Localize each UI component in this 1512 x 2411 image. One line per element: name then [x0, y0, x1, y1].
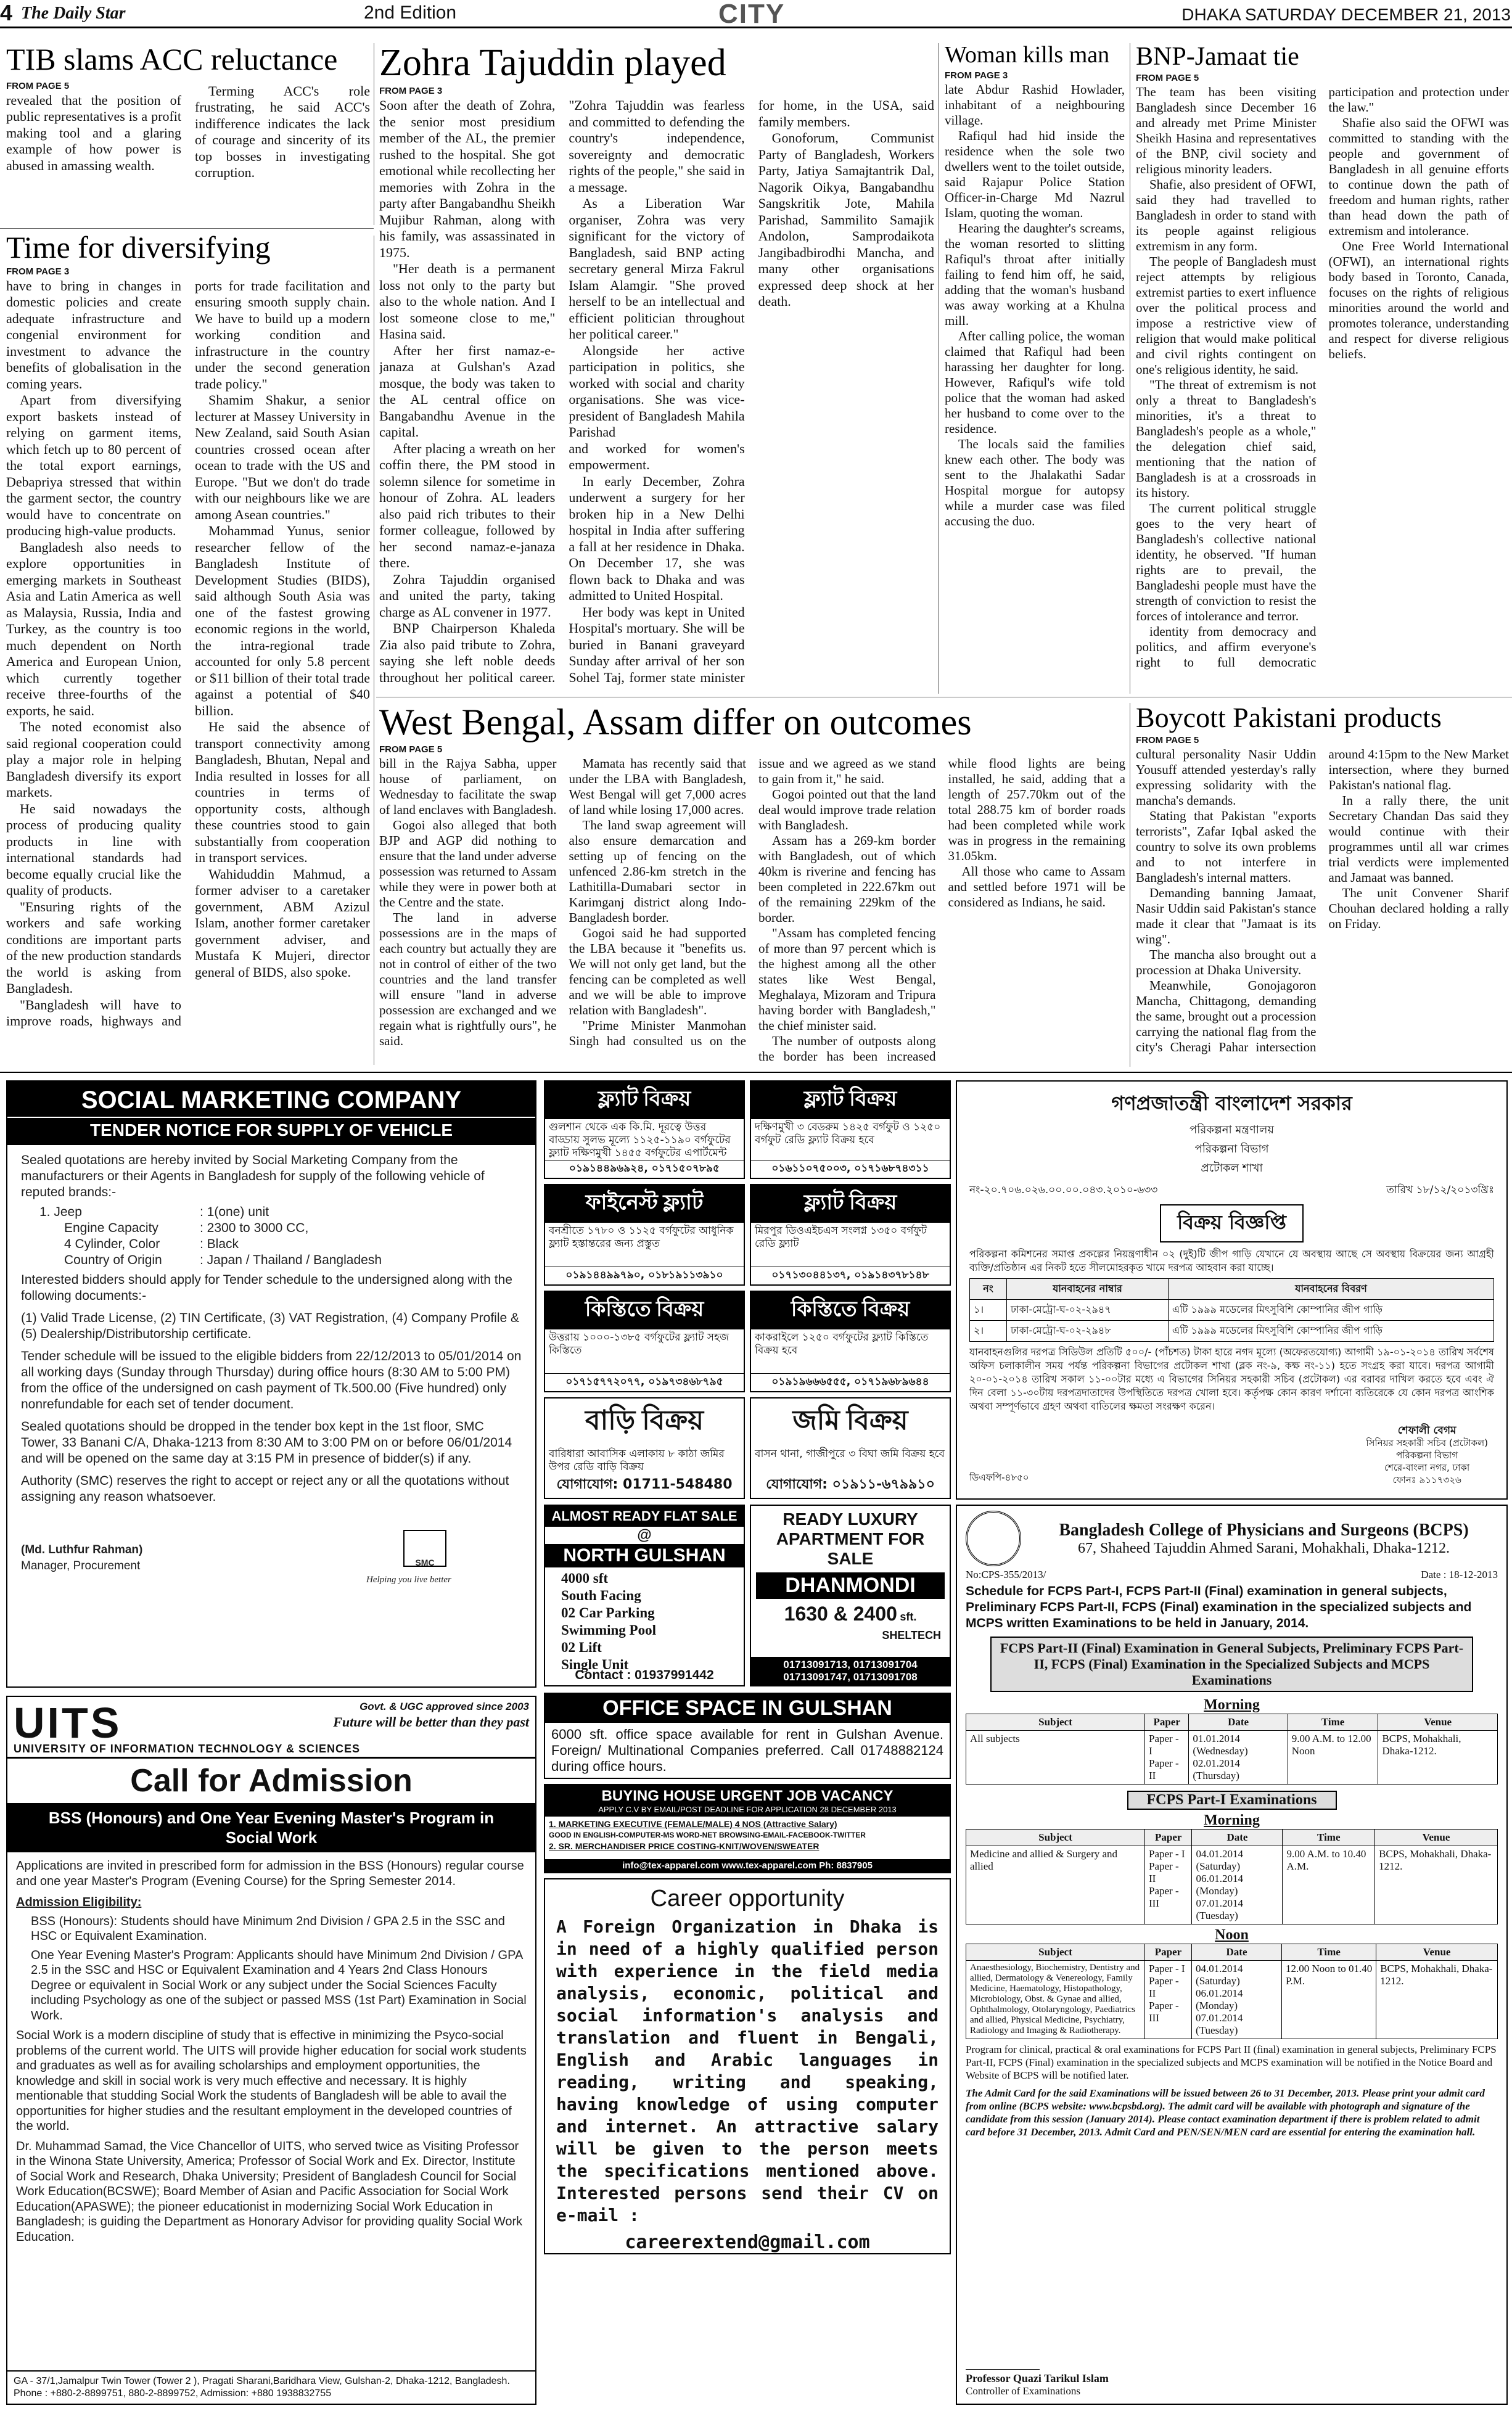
smc-logo: SMC — [403, 1530, 446, 1567]
location: NORTH GULSHAN — [545, 1544, 744, 1567]
classified-ad — [544, 1080, 745, 1179]
paragraph: "The threat of extremism is not only a threat to Bangladesh's minorities, it's a threat to Bangladesh's people as a whole," the delegation chief said, mentioning that the nation of Bangladesh is at a crossroads in its history. — [1136, 377, 1317, 501]
table-cell: ১। — [970, 1300, 1007, 1321]
ad-text: গুলশান থেকে এক কি.মি. দূরত্বে উত্তর বাড্ডায় সুলভ মূল্যে ১১২৫-১১৯০ বর্গফুটের ফ্ল্যাট দক্ষিণমুখী ১৪৫৫ বর্গফুটের এপার্টমেন্ট — [549, 1121, 731, 1159]
table-header: Venue — [1378, 1714, 1498, 1731]
table-row — [966, 1961, 1498, 2039]
paper: Paper - I — [1149, 1963, 1185, 1974]
paper: Paper - III — [1149, 2000, 1179, 2024]
paragraph: Soon after the death of Zohra, the senior most presidium member of the AL, the premier rushed to the hospital. She got emotional while recollecting her memories with Zohra in the party after Bangabandhu Sheikh Mujibur Rahman, along with his family, was assassinated in 1975. — [379, 97, 556, 260]
dfp-number: ডিএফপি-৪৮৫০ — [969, 1472, 1029, 1483]
paragraph: In early December, Zohra underwent a surgery for her broken hip in a New Delhi hospital in India after suffering a fall at her residence in Dhaka. On December 17, she was flown back to Dhaka and was admitted to United Hospital. — [569, 473, 745, 604]
ad-title: কিস্তিতে বিক্রয় — [751, 1292, 950, 1329]
paragraph: After placing a wreath on her coffin there, the PM stood in solemn silence for sometime in honour of Zohra. AL leaders also paid rich tributes to their former colleague, followed by her second namaz-e-janaza there. — [379, 440, 556, 571]
table-cell: 12.00 Noon to 01.40 P.M. — [1281, 1961, 1376, 2039]
approval-text: Govt. & UGC approved since 2003 — [360, 1701, 529, 1712]
table-cell — [1189, 1731, 1288, 1785]
slogan: Future will be better than they past — [333, 1714, 529, 1730]
paragraph: Tender schedule will be issued to the eligible bidders from 22/12/2013 to 05/01/2014 on all working days (Sunday through Thursday) during office hours (8:30 AM to 5:00 PM) from the office of the undersigned on cash payment of Tk.500.00 (Five hundred) only nonrefundable for each set of tender document. — [21, 1349, 522, 1411]
ad-phone: ০১৯১৪৪৯৬৯২৪, ০১৭১৫০৭৮৯৫ — [545, 1160, 744, 1178]
table-cell: Medicine and allied & Surgery and allied — [966, 1846, 1145, 1924]
date: 02.01.2014 (Thursday) — [1193, 1757, 1240, 1781]
ad-phone: ০১৭১৫৭৭২০৭৭, ০১৯৭৩৪৬৮৭৯৫ — [545, 1373, 744, 1391]
notice-intro: পরিকল্পনা কমিশনের সমাপ্ত প্রকল্পের নিয়ন্ত্রণাধীন ০২ (দুই)টি জীপ গাড়ি যেখানে যে অবস্থায় আছে সে অবস্থায় বিক্রয়ের জন্য আগ্রহী ব্যক্তি/প্রতিষ্ঠান এর নিকট হতে সীলমোহরকৃত খামে দরপত্র আহবান করা যাচ্ছে। — [969, 1248, 1494, 1273]
paragraph: (1) Valid Trade License, (2) TIN Certificate, (3) VAT Registration, (4) Company Profile & (5) Dealership/Distributorship certificate. — [21, 1311, 520, 1341]
table-header: যানবাহনের নাম্বার — [1007, 1279, 1169, 1300]
paragraph: He said the absence of transport connectivity among Bangladesh, Bhutan, Nepal and India resulted in losses for all countries in terms of opportunity costs, although these countries stood to gain substantially from cooperation in transport services. — [195, 719, 370, 865]
paragraph: "Ensuring rights of the workers and safe working conditions are important parts of the new production standards the world is asking from Bangladesh. — [6, 898, 181, 996]
table-cell: 9.00 A.M. to 10.40 A.M. — [1283, 1846, 1375, 1924]
gov-title: গণপ্রজাতন্ত্রী বাংলাদেশ সরকার — [1111, 1091, 1352, 1115]
masthead — [0, 0, 1512, 28]
note: Program for clinical, practical & oral examinations for FCPS Part II (final) examination in general subjects, Preliminary FCPS Part-II, FCPS (Final) examination in the specialized subjects and MCPS examination will be notified in the Notice Board and Website of BCPS will be notified later. — [966, 2043, 1497, 2081]
contact: Contact : 01937991442 — [575, 1668, 714, 1682]
ad-text: 6000 sft. office space available for rent in Gulshan Avenue. Foreign/ Multinational Companies preferred. Call 01748882124 during office hours. — [551, 1727, 943, 1774]
date: 01.01.2014 (Wednesday) — [1193, 1733, 1248, 1757]
table-cell — [1192, 1846, 1283, 1924]
paragraph: After calling police, the woman claimed that Rafiqul had been harassing her daughter for long. However, Rafiqul's wife told police that the woman had asked her husband to come over to the residence. — [945, 328, 1125, 436]
bcps-name: Bangladesh College of Physicians and Surgeons (BCPS) — [1059, 1520, 1469, 1540]
notice-title: বিক্রয় বিজ্ঞপ্তি — [1160, 1204, 1304, 1242]
ad-title: SOCIAL MARKETING COMPANY — [81, 1086, 462, 1114]
table-cell: All subjects — [966, 1731, 1145, 1785]
paragraph: The locals said the families knew each other. The body was sent to the Jhalakathi Sadar Hospital morgue for autopsy while a murder case was filed accusing the duo. — [945, 436, 1125, 528]
section-title: CITY — [718, 0, 786, 28]
paragraph: In a rally there, the unit Secretary Chandan Das said they would continue with their programmes until all war crimes trial verdicts were implemented and Jamaat was banned. — [1328, 793, 1509, 885]
ad-uits — [6, 1696, 536, 2405]
reference-number: নং-২০.৭০৬.০২৬.০০.০০.০৪৩.২০১০-৬৩৩ — [969, 1184, 1158, 1196]
ad-title: Career opportunity — [650, 1886, 845, 1912]
job-line: GOOD IN ENGLISH-COMPUTER-MS WORD-NET BROWSING-EMAIL-FACEBOOK-TWITTER — [549, 1831, 866, 1839]
paragraph: Gonoforum, Communist Party of Bangladesh, Workers Party, Jatiya Samajtantrik Dal, Nagorik Oikya, Bangabandhu Sangskritik Jote, Mahila Parishad, Sammilito Samajik Andolon, Samprodaikota Jangibadbirodhi Mancha, and many other organisations expressed deep shock at her death. — [758, 130, 934, 310]
ad-title: ফাইনেস্ট ফ্ল্যাট — [545, 1185, 744, 1223]
vehicle-spec-table — [39, 1204, 382, 1268]
table-header: Subject — [966, 1830, 1145, 1846]
paragraph: identity from democracy and politics, and affirm everyone's right to full democratic participation and protection under the law." — [1136, 84, 1509, 670]
paper: Paper - I — [1149, 1848, 1185, 1860]
exam-banner: FCPS Part-II (Final) Examination in General Subjects, Preliminary FCPS Part-II, FCPS (Final) Examination in the Specialized Subjects and MCPS Examinations — [990, 1637, 1473, 1692]
paragraph: Zohra Tajuddin organised and united the party, taking charge as AL convener in 1977. — [379, 571, 556, 620]
date: 07.01.2014 (Tuesday) — [1196, 2012, 1243, 2036]
date: 04.01.2014 (Saturday) — [1196, 1848, 1243, 1872]
paragraph: Rafiqul had hid inside the residence when the sole two dwellers went to the toilet outside, said Rajapur Police Station Officer-in-Charge Md Nazrul Islam, quoting the woman. — [945, 128, 1125, 220]
headline: Zohra Tajuddin played — [379, 43, 726, 84]
paragraph: Gogoi also alleged that both BJP and AGP did nothing to ensure that the land under adverse possession was returned to Assam while they were in power both at the Centre and the state. — [379, 818, 557, 910]
paragraph: Sealed quotations are hereby invited by Social Marketing Company from the manufacturers or their Agents in Bangladesh for supply of the following vehicle of reputed brands:- — [21, 1153, 485, 1199]
table-cell: ঢাকা-মেট্রো-ঘ-০২-২৯৪৭ — [1007, 1300, 1169, 1321]
ad-text: কাকরাইলে ১২৫০ বর্গফুটের ফ্ল্যাট কিস্তিতে বিক্রয় হবে — [755, 1331, 929, 1357]
paragraph: cultural personality Nasir Uddin Yousuff attended yesterday's rally expressing solidarity with the mancha's demands. — [1136, 747, 1317, 808]
ad-govt-notice — [956, 1080, 1508, 1500]
from-page: FROM PAGE 3 — [945, 70, 1008, 81]
spec-label: Engine Capacity — [64, 1221, 158, 1235]
table-header: Date — [1189, 1714, 1288, 1731]
signer-title: Manager, Procurement — [21, 1559, 141, 1572]
classified-ad — [544, 1184, 745, 1286]
table-header: Subject — [966, 1714, 1145, 1731]
classified-ad — [750, 1080, 951, 1179]
article-woman — [945, 43, 1125, 697]
table-header: Paper — [1145, 1830, 1192, 1846]
paper: Paper - II — [1149, 1975, 1179, 1999]
table-cell — [1145, 1846, 1192, 1924]
paper: Paper - I — [1149, 1733, 1179, 1757]
contact: info@tex-apparel.com www.tex-apparel.com Ph: 8837905 — [545, 1859, 950, 1872]
article-bnp — [1136, 43, 1509, 697]
table-header: Date — [1192, 1944, 1282, 1961]
paragraph: Assam has a 269-km border with Bangladesh, out of which 40km is riverine and fencing has been completed in 222.67km out of the remaining 229km of the border. — [758, 833, 936, 925]
paragraph: Dr. Muhammad Samad, the Vice Chancellor of UITS, who served twice as Visiting Professor in the Winona State University, America; Professor of Social Work and Ex. Director, Institute of Social Work and Research, Dhaka University; President of Bangladesh Council for Social Work Education(BCSWE); Board Member of Asian and Pacific Association for Social Work Education(APASWE); the pioneer educationist in modernizing Social Work Education in Bangladesh; is guiding the Department as Honorary Advisor for providing quality Social Work Education. — [16, 2139, 523, 2244]
headline: TIB slams ACC reluctance — [6, 43, 338, 76]
paragraph: The land swap agreement will also ensure demarcation and setting up of fencing on the unfenced 2.86-km stretch in the Lathitilla-Dumabari sector in Karimganj district along Indo-Bangladesh border. — [569, 818, 746, 925]
paragraph: "Assam has completed fencing of more than 97 percent which is the highest among all the other states like West Bengal, Meghalaya, Mizoram and Tripura having border with Bangladesh," the chief minister said. — [758, 926, 936, 1033]
paragraph: bill in the Rajya Sabha, upper house of parliament, on Wednesday to facilitate the swap of land enclaves with Bangladesh. — [379, 756, 557, 817]
email[interactable]: careerextend@gmail.com — [625, 2232, 870, 2253]
paragraph: As a Liberation War organiser, Zohra was very significant for the victory of Bangladesh, said BNP acting secretary general Mirza Fakrul Islam Alamgir. "She proved herself to be an intellectual and efficient politician throughout her political career." — [569, 195, 745, 342]
exam-table — [966, 1714, 1498, 1785]
bcps-logo — [966, 1511, 1021, 1566]
paragraph: Gogoi pointed out that the land deal would improve trade relation with Bangladesh. — [758, 787, 936, 832]
feature-item: 4000 sft — [561, 1571, 609, 1586]
table-header: Time — [1288, 1714, 1378, 1731]
spec-value: : 1(one) unit — [200, 1205, 269, 1219]
ad-subtitle: TENDER NOTICE FOR SUPPLY OF VEHICLE — [7, 1117, 535, 1140]
table-row — [970, 1300, 1494, 1321]
ad-title: READY LUXURY APARTMENT FOR SALE — [776, 1509, 925, 1568]
signer-line: শেরে-বাংলা নগর, ঢাকা — [1384, 1462, 1470, 1473]
brand: SHELTECH — [882, 1629, 941, 1641]
uits-logo: UITS — [14, 1699, 122, 1747]
from-page: FROM PAGE 3 — [6, 266, 70, 277]
signer-name: Professor Quazi Tarikul Islam — [966, 2372, 1109, 2384]
spec-value: : Japan / Thailand / Bangladesh — [200, 1253, 382, 1267]
tagline: Helping you live better — [366, 1575, 451, 1585]
table-header: নং — [970, 1279, 1007, 1300]
table-cell: এটি ১৯৯৯ মডেলের মিৎসুবিশি কোম্পানির জীপ গাড়ি — [1168, 1321, 1494, 1342]
article-zohra — [379, 43, 934, 697]
table-row — [970, 1321, 1494, 1342]
classified-ad — [750, 1291, 951, 1392]
paragraph: The number of outposts along the border has been increased while flood lights are being installed, he said, adding that a length of 257.70km out of the total 288.75 km of border roads had been completed while work was in progress in the remaining 31.05km. — [758, 756, 1125, 1064]
paragraph: and worked for women's empowerment. — [569, 440, 745, 473]
ad-text: বনশ্রীতে ১৭৮০ ও ১১২৫ বর্গফুটের আধুনিক ফ্ল্যাট হস্তান্তরের জন্য প্রস্তুত — [549, 1225, 734, 1250]
table-row — [966, 1731, 1498, 1785]
bcps-address: 67, Shaheed Tajuddin Ahmed Sarani, Mohakhali, Dhaka-1212. — [1077, 1540, 1450, 1556]
paragraph: Hearing the daughter's screams, the woman resorted to slitting Rafiqul's throat after initially failing to fend him off, he said, adding that the woman's husband was away working at a Khulna mill. — [945, 220, 1125, 328]
ad-north-gulshan — [544, 1505, 745, 1686]
ad-subtitle: APPLY C.V BY EMAIL/POST DEADLINE FOR APPLICATION 28 DECEMBER 2013 — [598, 1805, 897, 1814]
signature — [966, 2343, 1040, 2370]
ad-phone: ০১৯১৯৬৬৬৫৫৫, ০১৭১৯৬৮৯৬৪৪ — [751, 1373, 950, 1391]
article-text: Terming ACC's role frustrating, he said ACC's indifference indicates the lack of courage and sincerity of its top bosses in investigating corruption. — [195, 83, 370, 180]
ad-phone: ০১৬১১০৭৫০০৩, ০১৭১৬৮৭৪৩১১ — [751, 1160, 950, 1178]
ad-text: A Foreign Organization in Dhaka is in need of a highly qualified person with experience in the field media analysis, economic, political and social information's analysis and translation and fluent in Bengali, English and Arabic languages in reading, writing and speaking, having knowledge of using computer and internet. An attractive salary will be given to the person meets the specifications mentioned above. Interested persons send their CV on e-mail : — [556, 1916, 939, 2225]
feature-item: Swimming Pool — [561, 1622, 656, 1638]
call-title: Call for Admission — [130, 1763, 413, 1799]
table-header: Subject — [966, 1944, 1145, 1961]
gov-line: প্রটোকল শাখা — [1201, 1162, 1263, 1175]
ad-office-space — [544, 1693, 951, 1779]
article-boycott — [1136, 703, 1509, 1067]
paragraph: One Free World International (OFWI), an international rights body based in Toronto, Canada, focuses on the rights of religious minorities around the world and promotes tolerance, understanding and respect for diverse religious beliefs. — [1328, 239, 1509, 362]
ad-title: ALMOST READY FLAT SALE — [545, 1506, 744, 1527]
phones: 01713091713, 01713091704 01713091747, 01713091708 — [751, 1657, 950, 1685]
paragraph: Applications are invited in prescribed form for admission in the BSS (Honours) regular course and one year Master's Program (Evening Course) for the Spring Semester 2014. — [16, 1859, 524, 1888]
spec-label: 1. Jeep — [39, 1205, 82, 1219]
headline: Time for diversifying — [6, 231, 271, 265]
exam-table — [966, 1829, 1498, 1924]
from-page: FROM PAGE 3 — [379, 86, 443, 97]
ad-phone: ০১৭১৩০৪৪১৩৭, ০১৯১৪৩৭৮১৪৮ — [751, 1267, 950, 1284]
size: 1630 & 2400 — [784, 1603, 897, 1625]
address: GA - 37/1,Jamalpur Twin Tower (Tower 2 ), Pragati Sharani,Baridhara View, Gulshan-2, Dhaka-1212, Bangladesh. Phone : +880-2-8899751, 880-2-8899752, Admission: +880 1938832755 — [7, 2370, 535, 2404]
eligibility-item: One Year Evening Master's Program: Applicants should have Minimum 2nd Division / GPA 2.5 in the SSC and HSC or Equivalent Examination and 4 Years 2nd Class Honours Degree or equivalent in Social Work or any subject under the Social Sciences Faculty including Psychology as one of the subject or passed MSS (1st Part) Examination in Social Work. — [31, 1948, 527, 2023]
paper-name: The Daily Star — [21, 4, 126, 23]
gov-line: পরিকল্পনা মন্ত্রণালয় — [1189, 1123, 1274, 1136]
ad-phone: যোগাযোগ: ০১৯১১-৬৭৯৯১০ — [766, 1477, 935, 1492]
paragraph: Authority (SMC) reserves the right to accept or reject any or all the quotations without assigning any reason whatsoever. — [21, 1474, 509, 1504]
paragraph: After her first namaz-e-janaza at Gulshan's Azad mosque, the body was taken to the AL central office on Bangabandhu Avenue in the capital. — [379, 342, 556, 440]
table-cell — [1192, 1961, 1282, 2039]
schedule-title: Schedule for FCPS Part-I, FCPS Part-II (Final) examination in general subjects, Preliminary FCPS Part-II, FCPS (Final) examination in the specialized subjects and MCPS written Examinations to be held in January, 2014. — [966, 1584, 1472, 1630]
eligibility-title: Admission Eligibility: — [16, 1896, 142, 1909]
table-cell: Anaesthesiology, Biochemistry, Dentistry and allied, Dermatology & Venereology, Family Medicine, Haematology, Histopathology, Microbiology, Obst. & Gynae and allied, Ophthalmology, Otolaryngology, Paediatrics and allied, Physical Medicine, Psychiatry, Radiology and Imaging & Radiotherapy. — [966, 1961, 1145, 2039]
paper: Paper - II — [1149, 1757, 1179, 1781]
dateline: DHAKA SATURDAY DECEMBER 21, 2013 — [1181, 5, 1511, 24]
table-row — [966, 1846, 1498, 1924]
spec-label: 4 Cylinder, Color — [64, 1237, 160, 1251]
spec-value: : Black — [200, 1237, 239, 1251]
paper: Paper - III — [1149, 1885, 1179, 1909]
exam-section-title: FCPS Part-I Examinations — [1127, 1791, 1337, 1810]
signer-line: ফোনঃ ৯১১৭৩২৬ — [1392, 1474, 1461, 1485]
location: DHANMONDI — [756, 1572, 945, 1599]
eligibility-item: BSS (Honours): Students should have Minimum 2nd Division / GPA 2.5 in the SSC and HSC or Equivalent Examination. — [31, 1914, 505, 1943]
feature-item: Single Unit — [561, 1657, 629, 1672]
table-cell: ঢাকা-মেট্রো-ঘ-০২-২৯৪৮ — [1007, 1321, 1169, 1342]
date: 07.01.2014 (Tuesday) — [1196, 1897, 1243, 1921]
feature-item: South Facing — [561, 1588, 641, 1603]
signer-title: Controller of Examinations — [966, 2385, 1081, 2397]
table-cell — [1145, 1731, 1189, 1785]
from-page: FROM PAGE 5 — [1136, 73, 1199, 84]
paragraph: The noted economist also said regional cooperation could play a major role in helping Bangladesh diversify its export markets. — [6, 719, 181, 800]
size-unit: sft. — [900, 1611, 917, 1623]
paragraph: Meanwhile, Gonojagoron Mancha, Chittagong, demanding the same, brought out a procession carrying the national flag from the city's Cheragi Pahar intersection around 4:15pm to the New Market intersection, where they burned Pakistan's national flag. — [1136, 747, 1509, 1055]
paragraph: BNP Chairperson Khaleda Zia also paid tribute to Zohra, saying she left noble deeds throughout her political career. "Zohra Tajuddin was fearless and committed to defending the country's independence, sovereignty and democratic rights of the people," she said in a message. — [379, 97, 745, 685]
ad-phone: ০১৯১৪৪৯৯৭৯০, ০১৮১৯১১৩৯১০ — [545, 1267, 744, 1284]
ad-title: ফ্ল্যাট বিক্রয় — [751, 1185, 950, 1223]
note: The Admit Card for the said Examinations will be issued between 26 to 31 December, 2013. Please print your admit card from online (BCPS website: www.bcpsbd.org). The admit card will be available with photograph and signature of the candidate from this session (January 2014). Please contact examination department if there is problem related to admit card before 31 December, 2013. Admit Card and PEN/SEN/MEN card are essential for entering the examination hall. — [966, 2087, 1485, 2138]
exam-table — [966, 1944, 1498, 2039]
classified-ad — [750, 1397, 951, 1499]
table-header: Time — [1283, 1830, 1375, 1846]
paragraph: The people of Bangladesh must reject attempts by religious extremist parties to exert influence over the political process and impose a restrictive view of religion that would make political and civil rights contingent on one's religious identity, he said. — [1136, 254, 1317, 377]
paragraph: He said nowadays the process of producing quality products in line with international standards had become equally crucial like the quality of products. — [6, 800, 181, 898]
table-header: Venue — [1375, 1830, 1498, 1846]
ad-smc-tender — [6, 1080, 536, 1688]
from-page: FROM PAGE 5 — [379, 744, 443, 755]
paragraph: "Prime Minister Manmohan Singh had consulted us on the issue and we agreed as we stand to gain from it," he said. — [569, 756, 936, 1048]
classified-ad — [544, 1291, 745, 1392]
table-cell: BCPS, Mohakhali, Dhaka-1212. — [1376, 1961, 1498, 2039]
table-cell: এটি ১৯৯৯ মডেলের মিৎসুবিশি কোম্পানির জীপ গাড়ি — [1168, 1300, 1494, 1321]
paragraph: late Abdur Rashid Howlader, inhabitant of a neighbouring village. — [945, 81, 1125, 128]
ad-title: ফ্ল্যাট বিক্রয় — [545, 1082, 744, 1119]
edition: 2nd Edition — [364, 2, 457, 23]
feature-item: 02 Car Parking — [561, 1605, 655, 1620]
from-page: FROM PAGE 5 — [1136, 735, 1199, 746]
paragraph: Bangladesh also needs to explore opportunities in emerging markets in Southeast Asia and Latin America as well as Malaysia, Russia, India and Turkey, as the country is too much dependent on North America and European Union, which currently together receive three-fourths of the exports, he said. — [6, 539, 181, 718]
paragraph: have to bring in changes in domestic policies and create adequate infrastructure and congenial environment for investment to advance the benefits of globalisation in the coming years. — [6, 277, 181, 392]
ad-text: বাসন থানা, গাজীপুরে ৩ বিঘা জমি বিক্রয় হবে — [755, 1448, 945, 1460]
ad-text: উত্তরায় ১০০০-১৩৮৫ বর্গফুটের ফ্ল্যাট সহজ কিস্তিতে — [549, 1331, 729, 1357]
ad-text: বারিধারা আবাসিক এলাকায় ৮ কাঠা জমির উপর রেডি বাড়ি বিক্রয় — [549, 1448, 725, 1473]
paragraph: Interested bidders should apply for Tender schedule to the undersigned along with the following documents:- — [21, 1273, 512, 1303]
article-west-bengal — [379, 703, 1125, 1067]
paragraph: Apart from diversifying export baskets instead of relying on garment items, which fetch up to 80 percent of the total export earnings, Debapriya stressed that within the garment sector, the country would have to concentrate on producing high-value products. — [6, 392, 181, 538]
ad-phone: যোগাযোগ: 01711-548480 — [556, 1477, 733, 1492]
spec-value: : 2300 to 3000 CC, — [200, 1221, 309, 1235]
reference-number: No:CPS-355/2013/ — [966, 1569, 1046, 1580]
vehicle-table — [969, 1278, 1494, 1342]
ad-career — [544, 1878, 951, 2254]
paragraph: Shafie, also president of OFWI, said they had travelled to Bangladesh in order to stand with its people against religious extremism in any form. — [1136, 177, 1317, 254]
from-page: FROM PAGE 5 — [6, 80, 70, 91]
paragraph: Shamim Shakur, a senior lecturer at Massey University in New Zealand, said South Asian countries crossed ocean after ocean to trade with the US and Europe. "But we don't do trade with our neighbours like we are among Asean countries." — [195, 392, 370, 522]
classified-grid — [544, 1080, 951, 1543]
paper: Paper - II — [1149, 1860, 1179, 1884]
paragraph: The mancha also brought out a procession at Dhaka University. — [1136, 947, 1317, 978]
table-cell: BCPS, Mohakhali, Dhaka-1212. — [1375, 1846, 1498, 1924]
ad-title: জমি বিক্রয় — [792, 1405, 908, 1436]
table-header: Venue — [1376, 1944, 1498, 1961]
session-label: Morning — [1204, 1812, 1260, 1828]
paragraph: Shafie also said the OFWI was committed to standing with the people and government of Bangladesh in all genuine efforts to continue down the path of freedom and human rights, rather than head down the path of extremism and intolerance. — [1328, 115, 1509, 239]
job-line: 1. MARKETING EXECUTIVE (FEMALE/MALE) 4 NOS (Attractive Salary) — [549, 1819, 837, 1829]
ad-bcps — [956, 1505, 1508, 2405]
university-name: UNIVERSITY OF INFORMATION TECHNOLOGY & SCIENCES — [14, 1743, 361, 1755]
paragraph: Mohammad Yunus, senior researcher fellow of the Bangladesh Institute of Development Studies (BIDS), said although South Asia was one of the fastest growing economic regions in the world, the intra-regional trade accounted for only 5.8 percent or $11 billion of their total trade against a potential of $40 billion. — [195, 523, 370, 718]
paragraph: Mamata has recently said that under the LBA with Bangladesh, West Bengal will get 7,000 acres of land while losing 17,000 acres. — [569, 756, 746, 817]
ad-title: ফ্ল্যাট বিক্রয় — [751, 1082, 950, 1119]
ad-text: দক্ষিণমুখী ৩ বেডরুম ১৪২৫ বর্গফুট ও ১২৫০ বর্গফুট রেডি ফ্ল্যাট বিক্রয় হবে — [755, 1121, 941, 1146]
ad-title: BUYING HOUSE URGENT JOB VACANCY — [601, 1788, 894, 1804]
program-title: BSS (Honours) and One Year Evening Master's Program in Social Work — [7, 1803, 535, 1852]
headline: Boycott Pakistani products — [1136, 703, 1442, 733]
paragraph: The land in adverse possessions are in the maps of each country but actually they are not in control of either of the two countries and the land transfer will ensure "land in adverse possession are exchanged and we regain what is rightfully ours", he said. — [379, 910, 557, 1048]
spec-label: Country of Origin — [64, 1253, 162, 1267]
table-header: Date — [1192, 1830, 1283, 1846]
paragraph: All those who came to Assam and settled before 1971 will be considered as Indians, he said. — [948, 864, 1125, 910]
feature-item: 02 Lift — [561, 1640, 602, 1655]
article-diversifying — [6, 231, 370, 1064]
ad-text: মিরপুর ডিওএইচএস সংলগ্ন ১৩৫০ বর্গফুট রেডি ফ্ল্যাট — [755, 1225, 927, 1250]
session-label: Noon — [1215, 1927, 1249, 1943]
table-cell: 9.00 A.M. to 12.00 Noon — [1288, 1731, 1378, 1785]
paragraph: Demanding banning Jamaat, Nasir Uddin said Pakistan's stance made it clear that "Jamaat is its wing". — [1136, 885, 1317, 947]
classified-ad — [750, 1184, 951, 1286]
headline: West Bengal, Assam differ on outcomes — [379, 703, 972, 742]
paragraph: Gogoi said he had supported the LBA because it "benefits us. We will not only get land, but the fencing can be completed as well and we will be able to improve relation with Bangladesh". — [569, 926, 746, 1017]
table-header: Paper — [1145, 1944, 1192, 1961]
table-header: Time — [1281, 1944, 1376, 1961]
paragraph: Stating that Pakistan "exports terrorists", Zafar Iqbal asked the country to solve its own problems and to not interfere in Bangladesh's internal matters. — [1136, 808, 1317, 885]
date: 06.01.2014 (Monday) — [1196, 1987, 1243, 2011]
signer-name: শেফালী বেগম — [1397, 1424, 1457, 1437]
paragraph: Alongside her active participation in politics, she worked with social and charity organisations. She was vice-president of Bangladesh Mahila Parishad — [569, 342, 745, 440]
paragraph: Wahiduddin Mahmud, a former adviser to a caretaker government, ABM Azizul Islam, another former caretaker government adviser, and Mustafa K Mujeri, director general of BIDS, also spoke. — [195, 866, 370, 980]
notice-date: তারিখ ১৮/১২/২০১৩খ্রিঃ — [1386, 1184, 1494, 1196]
signer-name: (Md. Luthfur Rahman) — [21, 1543, 143, 1556]
session-label: Morning — [1204, 1697, 1260, 1713]
at-sign: @ — [637, 1527, 652, 1543]
notice-date: Date : 18-12-2013 — [1421, 1569, 1498, 1580]
paragraph: Social Work is a modern discipline of study that is effective in minimizing the Psyco-social problems of the current world. The UITS will provide higher education for social work students and graduates as well as for availing scholarships and employment opportunities, the knowledge and skill in social work is very much effective and necessary. It is highly mentionable that studding Social Work the students of Bangladesh will be able to avail the opportunities for higher studies and the resultant employment in the developed countries of the world. — [16, 2029, 527, 2133]
table-header: Paper — [1145, 1714, 1189, 1731]
table-cell — [1145, 1961, 1192, 2039]
headline: Woman kills man — [945, 43, 1110, 68]
ad-dhanmondi — [750, 1505, 951, 1686]
paragraph: "Bangladesh will have to improve roads, highways and ports for trade facilitation and ensuring smooth supply chain. We have to build up a modern working condition and infrastructure in the country under the second generation trade policy." — [6, 277, 370, 1029]
table-header: যানবাহনের বিবরণ — [1168, 1279, 1494, 1300]
paragraph: Sealed quotations should be dropped in the tender box kept in the 1st floor, SMC Tower, 33 Banani C/A, Dhaka-1213 from 8:30 AM to 3:00 PM on or before 06/01/2014 and will be opened on the same day at 3:15 PM in presence of bidder(s) if any. — [21, 1419, 512, 1466]
gov-line: পরিকল্পনা বিভাগ — [1194, 1143, 1269, 1156]
paragraph: The team has been visiting Bangladesh since December 16 and already met Prime Minister Sheikh Hasina and representatives of the BNP, civil society and religious minority leaders. — [1136, 84, 1317, 177]
ad-buying-house — [544, 1784, 951, 1873]
ad-title: বাড়ি বিক্রয় — [585, 1405, 704, 1436]
ad-title: OFFICE SPACE IN GULSHAN — [545, 1694, 950, 1723]
article-text: revealed that the position of public representatives is a profit making tool and a glaring example of how power is abused in amassing wealth. — [6, 92, 181, 173]
date: 06.01.2014 (Monday) — [1196, 1873, 1243, 1897]
paragraph: Her body was kept in United Hospital's mortuary. She will be buried in Banani graveyard Sunday after arrival of her son Sohel Taj, former state minister for home, in the USA, said family members. — [569, 97, 934, 685]
classified-ad — [544, 1397, 745, 1499]
table-cell: ২। — [970, 1321, 1007, 1342]
headline: BNP-Jamaat tie — [1136, 43, 1299, 71]
signer-line: পরিকল্পনা বিভাগ — [1396, 1450, 1458, 1461]
paragraph: The unit Convener Sharif Chouhan declared holding a rally on Friday. — [1328, 885, 1509, 932]
article-tib — [6, 43, 370, 228]
paragraph: "Her death is a permanent loss not only to the party but also to the whole nation. And I lost someone close to me," Hasina said. — [379, 261, 556, 342]
ad-title: কিস্তিতে বিক্রয় — [545, 1292, 744, 1329]
date: 04.01.2014 (Saturday) — [1196, 1963, 1243, 1987]
table-cell: BCPS, Mohakhali, Dhaka-1212. — [1378, 1731, 1498, 1785]
job-line: 2. SR. MERCHANDISER PRICE COSTING-KNIT/WOVEN/SWEATER — [549, 1841, 820, 1851]
signer-line: সিনিয়র সহকারী সচিব (প্রটোকল) — [1366, 1437, 1488, 1448]
notice-body: যানবাহনগুলির দরপত্র সিডিউল প্রতিটি ৫০০/- (পাঁচশত) টাকা হারে নগদ মূল্যে (অফেরতযোগ্য) আগামী ১৯-০১-২০১৪ তারিখ সর্বশেষ অফিস চলাকালীন সময় পর্যন্ত পরিকল্পনা বিভাগের প্রটোকল শাখা (ব্লক নং-৯, কক্ষ নং-১১) হতে সংগ্রহ করা যাবে। দরপত্র আগামী ২০-০১-২০১৪ তারিখ সকাল ১১-০০টার মধ্যে এ বিভাগের সিনিয়র সহকারী সচিব (প্রটোকল) এর বরাবর দাখিল করতে হবে এবং ঐ দিন বেলা ১১-৩০টায় দরপত্রদাতাদের উপস্থিতিতে দরপত্র খোলা হবে। কর্তৃপক্ষ কোন কারণ দর্শানো ব্যতিরেকে যে কোন দরপত্র আংশিক অথবা সম্পূর্ণভাবে গ্রহণ অথবা বাতিলের ক্ষমতা সংরক্ষণ করেন। — [969, 1346, 1495, 1412]
page-number: 4 — [0, 0, 13, 25]
paragraph: The current political struggle goes to the very heart of Bangladesh's collective national identity, he observed. "If human rights are to prevail, the Bangladeshi people must have the strength of conviction to resist the forces of intolerance and terror. — [1136, 501, 1317, 624]
